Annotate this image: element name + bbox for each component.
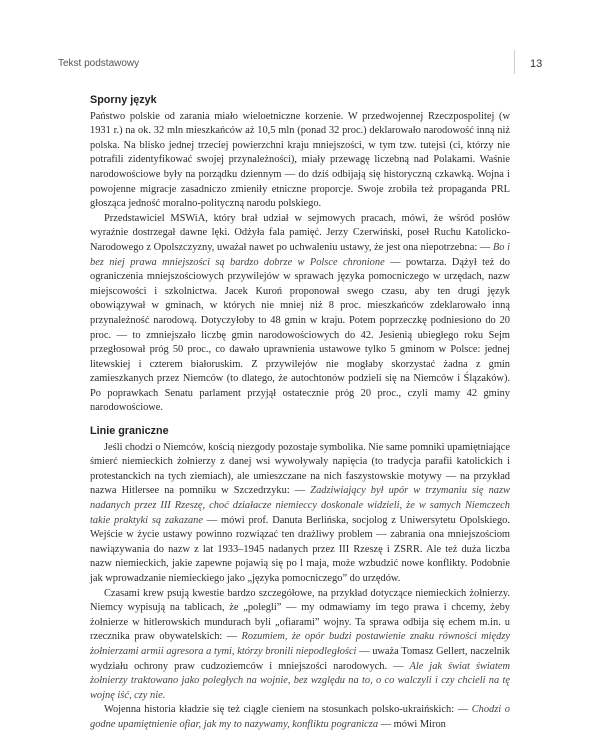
paragraph — [90, 703, 510, 732]
page-number: 13 — [530, 58, 543, 70]
paragraph-text: — powtarza. Dążył też do ograniczenia mniejszościowych przywilejów w sprawach języka pomocniczego w urzędach, nazw miejscowości i szkolnictwa. Jacek Kuroń proponował swego czasu, aby ten drugi język obowiązywał w gminach, w których nie mniej niż 8 proc. mieszkańców zdeklarowało inną przynależność narodową. Dotyczyłoby to 48 gmin w kraju. Potem poprzeczkę podniesiono do 20 proc. — to zmniejszało liczbę gmin narodowościowych do 42. Jesienią ubiegłego roku Sejm przegłosował próg 50 proc., co dawało uprawnienia ustawowe tylko 5 gminom w Polsce: jednej litewskiej i czterem białoruskim. Z przywilejów nie mogłaby skorzystać żadna z gmin zamieszkanych przez Niemców (to dlatego, że autochtonów podzieli się na Niemców i Ślązaków). Po poprawkach Senatu parlament przyjął ostatecznie próg 20 proc., czyli mamy 42 gminy narodowościowe. — [90, 256, 510, 414]
paragraph-text: — mówi Miron — [380, 718, 446, 730]
section-heading-linie-graniczne: Linie graniczne — [90, 425, 169, 438]
paragraph — [90, 110, 510, 212]
paragraph-text: Państwo polskie od zarania miało wieloetniczne korzenie. W przedwojennej Rzeczpospolitej (w 1931 r.) na ok. 32 mln mieszkańców aż 10,5 mln (ponad 32 proc.) deklarowało narodowość inną niż polska. Na blisko jednej trzeciej powierzchni kraju mniejszości, w tym tzw. tutejsi (ci, którzy nie potrafili zidentyfikować swojej przynależności), miały przewagę liczebną nad Polakami. Waśnie narodowościowe były na porządku dziennym — do dziś odbijają się historyczną czkawką. Wojna i powojenne migracje zasadniczo zmieniły etniczne proporcje. Swoje zrobiła też propaganda PRL głosząca jedność moralno-polityczną narodu polskiego. — [90, 110, 510, 210]
paragraph-text: Wojenna historia kładzie się też ciągle cieniem na stosunkach polsko-ukraińskich: — — [104, 704, 469, 716]
paragraph-text: Przedstawiciel MSWiA, który brał udział w sejmowych pracach, mówi, że wśród posłów wyraźnie dostrzegał dawne lęki. Odżyła fala pamięć. Jerzy Czerwiński, poseł Ruchu Katolicko-Narodowego z Opolszczyzny, uważał nawet po uchwaleniu ustawy, że jest ona niepotrzebna: — — [90, 212, 510, 253]
paragraph — [90, 212, 510, 416]
paragraph — [90, 587, 510, 704]
quote-text: Chodzi o godne upamiętnienie ofiar, jak my to nazywamy, konfliktu pogranicza — [90, 704, 510, 730]
running-head-title: Tekst podstawowy — [58, 58, 140, 69]
paragraph-text: Jeśli chodzi o Niemców, kością niezgody pozostaje symbolika. Nie same pomniki upamiętniające śmierć niemieckich żołnierzy z danej wsi wywoływały napięcia (to tradycja parafii katolickich i protestanckich na tych ziemiach), ale umieszczane na nich faszystowskie motywy — na przykład nazwa Hitlersee na pomniku w Szczedrzyku: — — [90, 441, 510, 497]
article-body — [90, 93, 510, 733]
quote-text: Rozumiem, że opór budzi postawienie znaku równości między żołnierzami armii agresora a tymi, którzy bronili niepodległości — [90, 631, 510, 657]
paragraph-text: — mówi prof. Danuta Berlińska, socjolog z Uniwersytetu Opolskiego. Wejście w życie ustawy powinno rozwiązać ten drażliwy problem — zabrania ona mniejszościom nawiązywania do nazw z lat 1933–1945 nadanych przez III Rzeszę i ZSRR. Ale też duża liczba nazw niemieckich, jakie zapewne pojawią się po l maja, może wzbudzić nowe konflikty. Podobnie jak wprowadzanie niemieckiego jako „języka pomocniczego” do urzędów. — [90, 514, 510, 584]
section-heading-sporny-jezyk: Sporny język — [90, 94, 157, 106]
quote-text: Ale jak świat światem żołnierzy traktowano jako poległych na wojnie, bez względu na to, o co walczyli i czy chcieli na tę wojnę iść, czy nie. — [90, 660, 510, 701]
header-divider — [514, 50, 515, 74]
paragraph-text: Czasami krew psują kwestie bardzo szczegółowe, na przykład dotyczące niemieckich żołnierzy. Niemcy wypisują na tablicach, że „polegli” — my odmawiamy im tego prawa i chcemy, żeby żołnierze w hitlerowskich mundurach byli „ofiarami” wojny. Ta sprawa odbija się echem m.in. u rzecznika praw obywatelskich: — — [90, 587, 510, 643]
paragraph — [90, 441, 510, 587]
quote-text: Zadziwiający był upór w trzymaniu się nazw nadanych przez III Rzeszę, choć działacze niemieccy doskonale widzieli, że w samych Niemczech takie praktyki są zakazane — [90, 485, 510, 526]
quote-text: Bo i bez niej prawa mniejszości są bardzo dobrze w Polsce chronione — [90, 241, 510, 268]
paragraph-text: — uważa Tomasz Gellert, naczelnik wydziału ochrony praw cudzoziemców i mniejszości narodowych. — — [90, 645, 510, 672]
